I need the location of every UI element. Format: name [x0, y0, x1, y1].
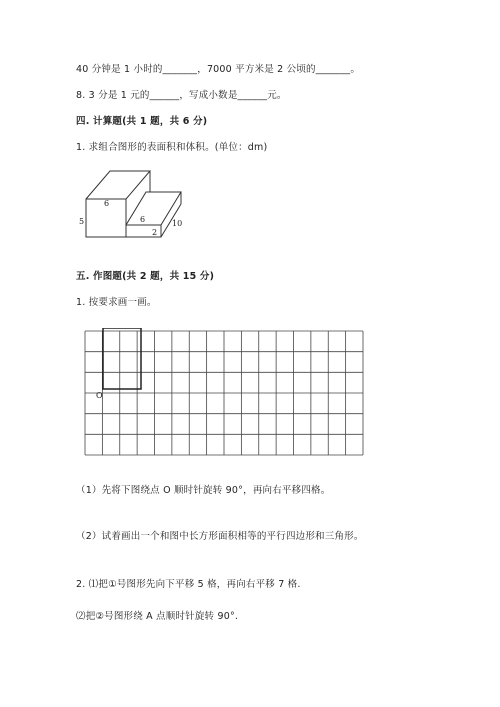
label-left-top: 6	[104, 199, 110, 208]
label-left-height: 5	[79, 217, 85, 226]
label-right-top: 6	[140, 215, 146, 224]
sub-question-2: （2）试着画出一个和图中长方形面积相等的平行四边形和三角形。	[76, 531, 364, 542]
question-2: 2. ⑴把①号图形先向下平移 5 格，再向右平移 7 格.	[76, 579, 301, 590]
section-4-question-1: 1. 求组合图形的表面积和体积。(单位：dm)	[76, 142, 268, 153]
question-time-area: 40 分钟是 1 小时的_______，7000 平方米是 2 公顷的_______。	[76, 64, 361, 75]
composite-solid-figure	[76, 164, 196, 244]
section-4-heading: 四. 计算题(共 1 题，共 6 分)	[76, 116, 208, 127]
drawing-grid	[84, 328, 384, 456]
label-right-depth: 10	[172, 219, 183, 228]
section-5-question-1: 1. 按要求画一画。	[76, 297, 157, 308]
label-right-height: 2	[152, 228, 158, 237]
question-yuan: 8. 3 分是 1 元的______，写成小数是______元。	[76, 90, 287, 101]
point-o-label: O	[96, 391, 103, 400]
sub-question-1: （1）先将下图绕点 O 顺时针旋转 90°，再向右平移四格。	[76, 485, 331, 496]
section-5-heading: 五. 作图题(共 2 题，共 15 分)	[76, 271, 215, 282]
question-2b: ⑵把②号图形绕 A 点顺时针旋转 90°.	[76, 611, 239, 622]
rectangle-shape	[103, 328, 141, 389]
